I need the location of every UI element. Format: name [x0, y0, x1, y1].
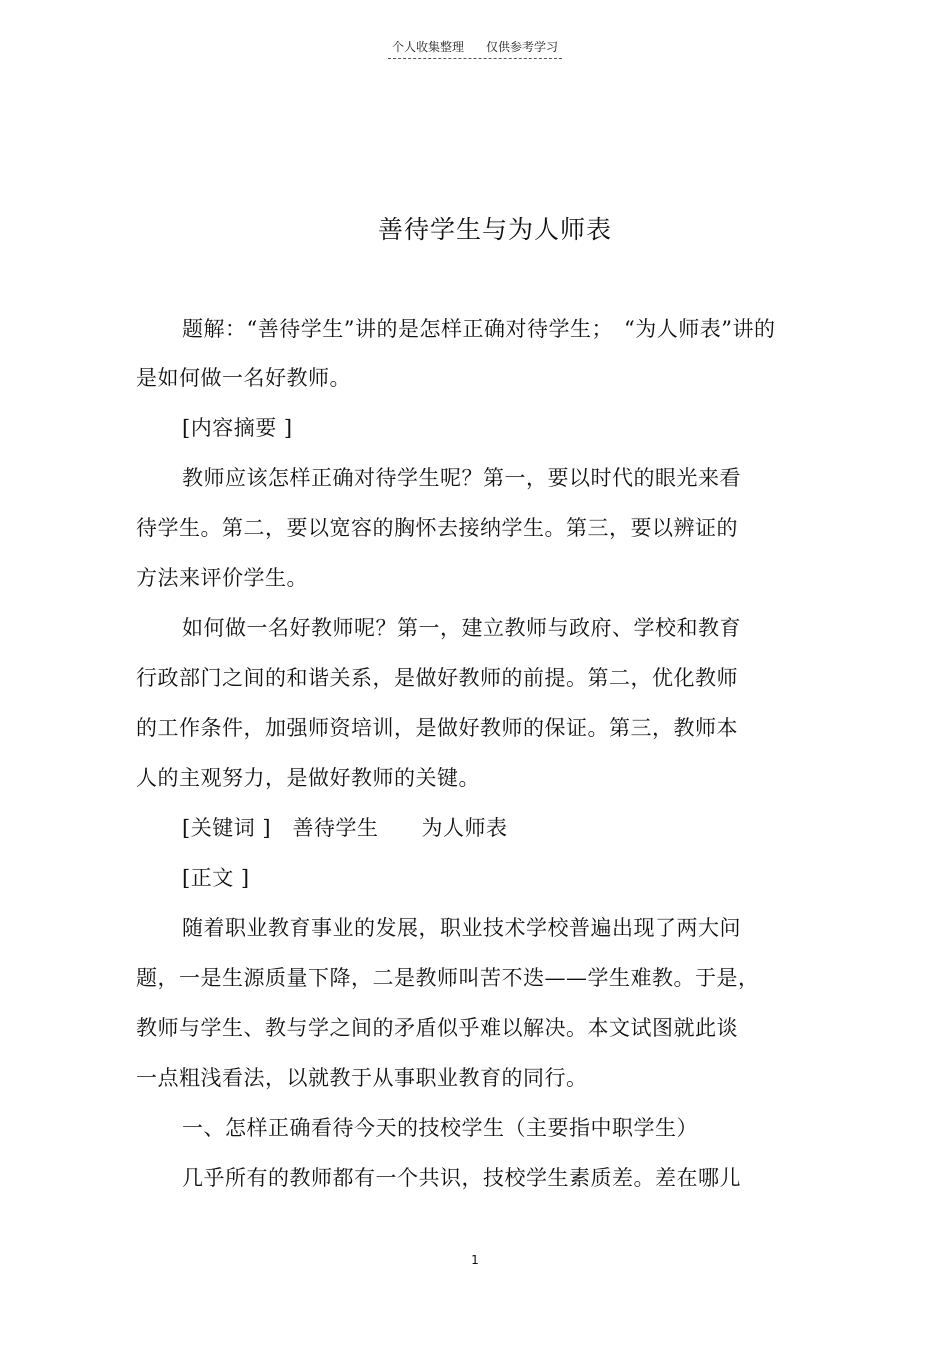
paragraph-line: 是如何做一名好教师。: [136, 366, 351, 390]
paragraph-line: 一点粗浅看法，以就教于从事职业教育的同行。: [136, 1066, 588, 1090]
keywords-line: [关键词 ] 善待学生 为人师表: [182, 816, 508, 840]
header-right-text: 仅供参考学习: [486, 40, 559, 54]
paragraph-line: 随着职业教育事业的发展，职业技术学校普遍出现了两大问: [182, 916, 741, 940]
header-note: [388, 38, 562, 59]
paragraph-line: 教师应该怎样正确对待学生呢？第一，要以时代的眼光来看: [182, 466, 741, 490]
paragraph-line: 人的主观努力，是做好教师的关键。: [136, 766, 480, 790]
section-label-summary: [内容摘要 ]: [182, 416, 293, 440]
header-left-text: 个人收集整理: [391, 40, 464, 54]
section-label-body: [正文 ]: [182, 866, 250, 890]
paragraph-line: 题，一是生源质量下降，二是教师叫苦不迭——学生难教。于是，: [136, 966, 760, 990]
paragraph-line: 几乎所有的教师都有一个共识，技校学生素质差。差在哪儿: [182, 1166, 741, 1190]
document-title: 善待学生与为人师表: [377, 215, 612, 244]
paragraph-line: 方法来评价学生。: [136, 566, 308, 590]
paragraph-line: 的工作条件，加强师资培训，是做好教师的保证。第三，教师本: [136, 716, 738, 740]
paragraph-line: 如何做一名好教师呢？第一，建立教师与政府、学校和教育: [182, 616, 741, 640]
paragraph-line: 题解：“善待学生”讲的是怎样正确对待学生； “为人师表”讲的: [182, 317, 776, 341]
page-header: [0, 38, 950, 59]
paragraph-line: 待学生。第二，要以宽容的胸怀去接纳学生。第三，要以辨证的: [136, 516, 738, 540]
page-number: 1: [471, 1253, 479, 1267]
section-heading: 一、怎样正确看待今天的技校学生（主要指中职学生）: [182, 1116, 698, 1140]
paragraph-line: 教师与学生、教与学之间的矛盾似乎难以解决。本文试图就此谈: [136, 1016, 738, 1040]
paragraph-line: 行政部门之间的和谐关系，是做好教师的前提。第二，优化教师: [136, 666, 738, 690]
